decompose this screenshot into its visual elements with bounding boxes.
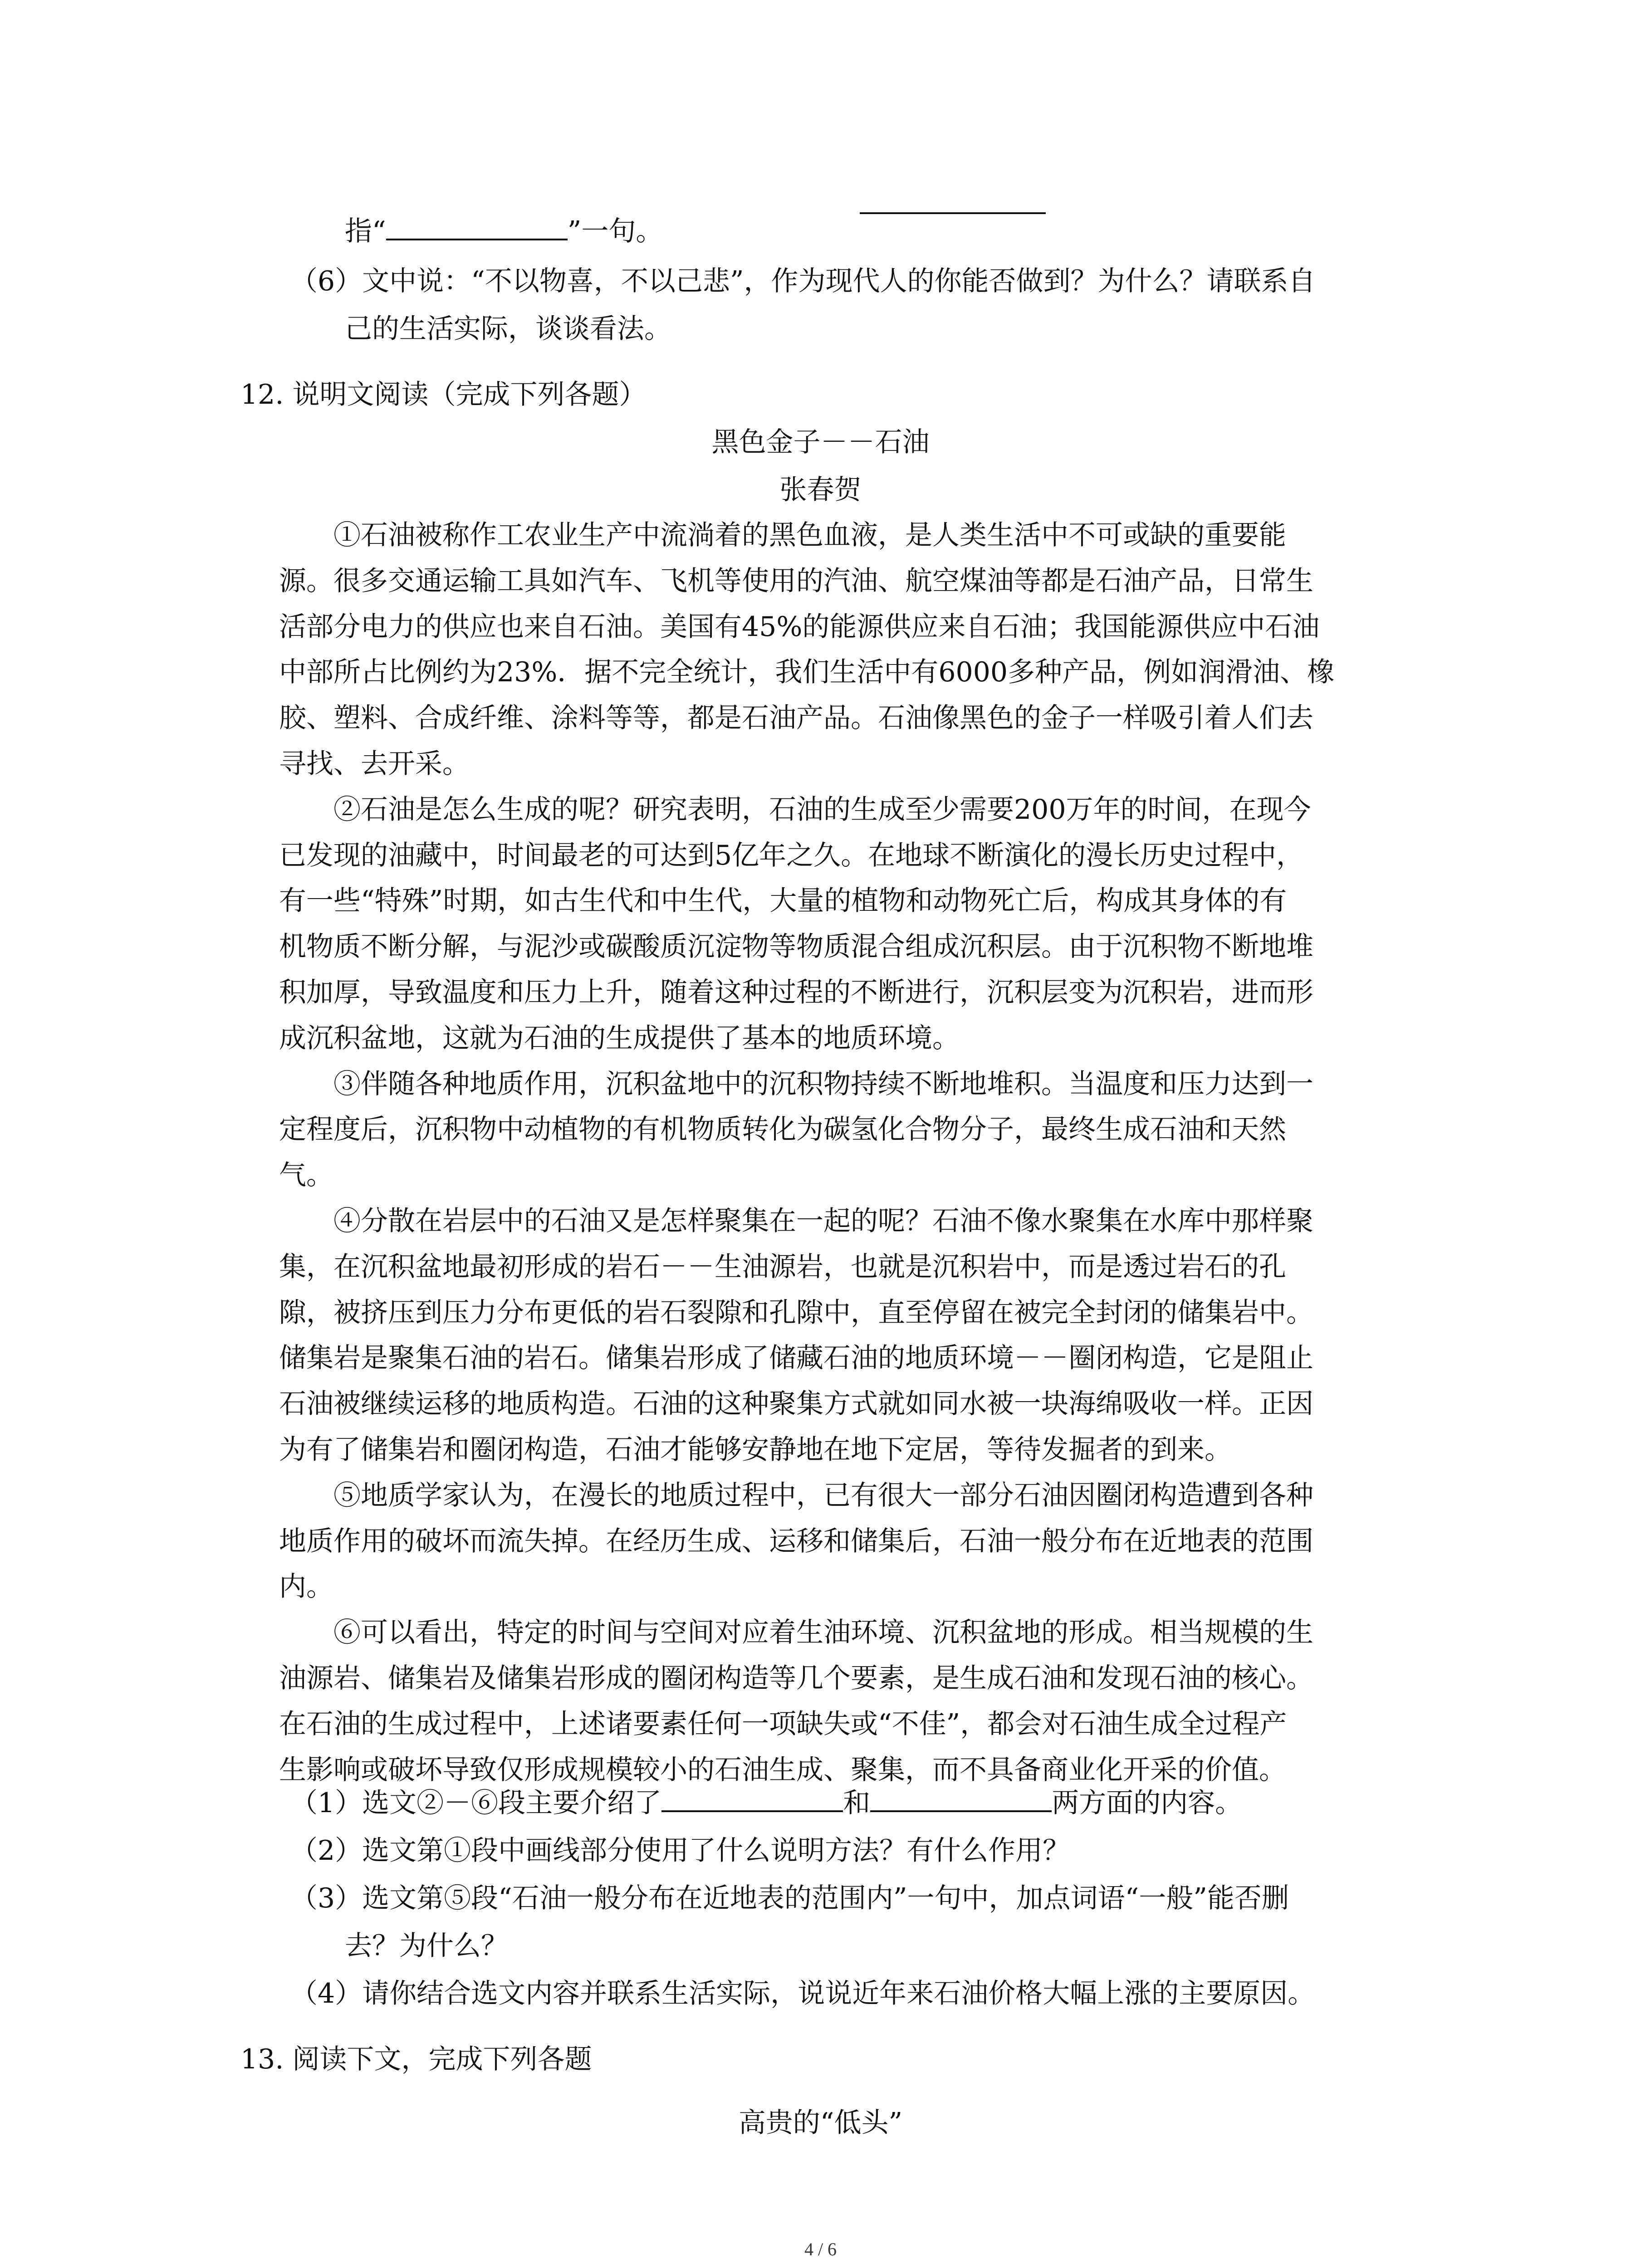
answer-blank-line xyxy=(860,212,1046,214)
q12-sub3-line1: （3）选文第⑤段“石油一般分布在近地表的范围内”一句中，加点词语“一般”能否删 xyxy=(290,1882,1289,1914)
answer-blank xyxy=(870,1786,1052,1812)
q13-title: 高贵的“低头” xyxy=(738,2107,903,2139)
article-line: ⑤地质学家认为，在漫长的地质过程中，已有很大一部分石油因圈闭构造遭到各种 xyxy=(333,1480,1313,1511)
q12-sub1-mid: 和 xyxy=(843,1787,871,1819)
article-line: 已发现的油藏中，时间最老的可达到5亿年之久。在地球不断演化的漫长历史过程中， xyxy=(279,840,1304,871)
q12-sub1 xyxy=(290,1785,1242,1821)
article-author: 张春贺 xyxy=(779,474,862,506)
article-line: 气。 xyxy=(279,1159,333,1191)
q11-sub6-line2: 己的生活实际，谈谈看法。 xyxy=(345,313,671,345)
q12-sub1-prefix: （1）选文②－⑥段主要介绍了 xyxy=(290,1787,662,1819)
article-line: 寻找、去开采。 xyxy=(279,748,470,780)
article-line: 中部所占比例约为23%．据不完全统计，我们生活中有6000多种产品，例如润滑油、橡 xyxy=(279,656,1335,688)
article-line: ①石油被称作工农业生产中流淌着的黑色血液，是人类生活中不可或缺的重要能 xyxy=(333,519,1286,551)
article-line: 成沉积盆地，这就为石油的生成提供了基本的地质环境。 xyxy=(279,1022,960,1054)
article-line: 定程度后，沉积物中动植物的有机物质转化为碳氢化合物分子，最终生成石油和天然 xyxy=(279,1114,1286,1145)
article-line: 隙，被挤压到压力分布更低的岩石裂隙和孔隙中，直至停留在被完全封闭的储集岩中。 xyxy=(279,1297,1313,1329)
article-line: 机物质不断分解，与泥沙或碳酸质沉淀物等物质混合组成沉积层。由于沉积物不断地堆 xyxy=(279,931,1313,963)
article-line: 为有了储集岩和圈闭构造，石油才能够安静地在地下定居，等待发掘者的到来。 xyxy=(279,1434,1232,1466)
answer-blank xyxy=(386,214,568,240)
article-line: 石油被继续运移的地质构造。石油的这种聚集方式就如同水被一块海绵吸收一样。正因 xyxy=(279,1388,1313,1420)
article-line: 生影响或破坏导致仅形成规模较小的石油生成、聚集，而不具备商业化开采的价值。 xyxy=(279,1754,1286,1786)
article-line: 源。很多交通运输工具如汽车、飞机等使用的汽油、航空煤油等都是石油产品，日常生 xyxy=(279,565,1313,597)
answer-blank xyxy=(661,1786,843,1812)
article-line: 积加厚，导致温度和压力上升，随着这种过程的不断进行，沉积层变为沉积岩，进而形 xyxy=(279,977,1313,1008)
article-line: 地质作用的破坏而流失掉。在经历生成、运移和储集后，石油一般分布在近地表的范围 xyxy=(279,1525,1313,1557)
q12-sub2: （2）选文第①段中画线部分使用了什么说明方法？有什么作用？ xyxy=(290,1835,1070,1867)
article-line: ⑥可以看出，特定的时间与空间对应着生油环境、沉积盆地的形成。相当规模的生 xyxy=(333,1617,1313,1648)
article-line: ④分散在岩层中的石油又是怎样聚集在一起的呢？石油不像水聚集在水库中那样聚 xyxy=(333,1205,1313,1237)
q11-suffix: ”一句。 xyxy=(567,215,663,247)
article-line: 内。 xyxy=(279,1571,333,1603)
q13-header: 13. 阅读下文，完成下列各题 xyxy=(240,2043,592,2075)
q11-prefix: 指“ xyxy=(345,215,386,247)
article-line: 油源岩、储集岩及储集岩形成的圈闭构造等几个要素，是生成石油和发现石油的核心。 xyxy=(279,1662,1313,1694)
article-title: 黑色金子－－石油 xyxy=(711,426,930,458)
q12-sub1-suffix: 两方面的内容。 xyxy=(1052,1787,1243,1819)
article-line: ②石油是怎么生成的呢？研究表明，石油的生成至少需要200万年的时间，在现今 xyxy=(333,794,1311,826)
article-line: 储集岩是聚集石油的岩石。储集岩形成了储藏石油的地质环境－－圈闭构造，它是阻止 xyxy=(279,1342,1313,1374)
q11-answer-line xyxy=(345,213,663,249)
article-line: 有一些“特殊”时期，如古生代和中生代，大量的植物和动物死亡后，构成其身体的有 xyxy=(279,885,1287,917)
article-line: 活部分电力的供应也来自石油。美国有45%的能源供应来自石油；我国能源供应中石油 xyxy=(279,611,1320,643)
q12-header: 12. 说明文阅读（完成下列各题） xyxy=(240,379,647,411)
q12-sub4: （4）请你结合选文内容并联系生活实际，说说近年来石油价格大幅上涨的主要原因。 xyxy=(290,1978,1315,2009)
article-line: 胶、塑料、合成纤维、涂料等等，都是石油产品。石油像黑色的金子一样吸引着人们去 xyxy=(279,702,1313,734)
page-number: 4 / 6 xyxy=(804,2239,837,2259)
q12-sub3-line2: 去？为什么？ xyxy=(345,1930,508,1962)
article-line: ③伴随各种地质作用，沉积盆地中的沉积物持续不断地堆积。当温度和压力达到一 xyxy=(333,1068,1313,1100)
article-line: 在石油的生成过程中，上述诸要素任何一项缺失或“不佳”，都会对石油生成全过程产 xyxy=(279,1708,1287,1740)
q11-sub6-line1: （6）文中说：“不以物喜，不以己悲”，作为现代人的你能否做到？为什么？请联系自 xyxy=(290,265,1316,297)
article-line: 集，在沉积盆地最初形成的岩石－－生油源岩，也就是沉积岩中，而是透过岩石的孔 xyxy=(279,1251,1286,1283)
